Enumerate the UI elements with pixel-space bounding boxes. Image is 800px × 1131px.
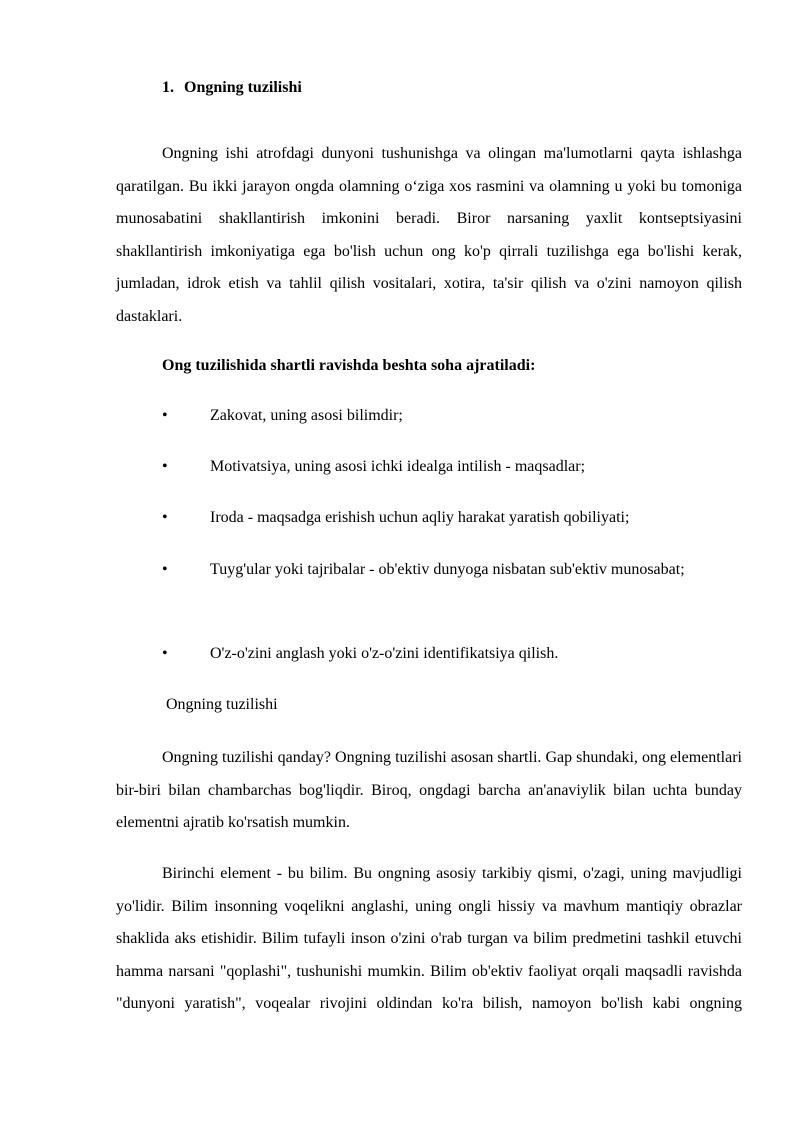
intro-paragraph: Ongning ishi atrofdagi dunyoni tushunishga va olingan ma'lumotlarni qayta ishlashga qaratilgan. Bu ikki jarayon ongda olamning o‘ziga xos rasmini va olamning u yoki bu tomoniga munosabatini shakllantirish imkonini beradi. Biror narsaning yaxlit kontseptsiyasini shakllantirish imkoniyatiga ega bo'lish uchun ong ko'p qirrali tuzilishga ega bo'lishi kerak, jumladan, idrok etish va tahlil qilish vositalari, xotira, ta'sir qilish va o'zini namoyon qilish dastaklari. <box>116 145 742 325</box>
list-item <box>116 502 742 535</box>
bullet-icon: • <box>162 561 168 578</box>
knowledge-paragraph: Birinchi element - bu bilim. Bu ongning asosiy tarkibiy qismi, o'zagi, uning mavjudligi yo'lidir. Bilim insonning voqelikni anglashi, uning ongli hissiy va mavhum mantiqiy obrazlar shaklida aks etishidir. Bilim tufayli inson o'zini o'rab turgan va bilim predmetini tashkil etuvchi hamma narsani "qoplashi", tushunishi mumkin. Bilim ob'ektiv faoliyat orqali maqsadli ravishda "dunyoni yaratish", voqealar rivojini oldindan ko'ra bilish, namoyon bo'lish kabi ongning <box>116 865 742 1013</box>
list-item-text: O'z-o'zini anglash yoki o'z-o'zini identifikatsiya qilish. <box>210 645 559 662</box>
heading-number: 1. <box>162 79 174 96</box>
list-item-text: Zakovat, uning asosi bilimdir; <box>210 407 403 424</box>
list-item-text: Tuyg'ular yoki tajribalar - ob'ektiv dunyoga nisbatan sub'ektiv munosabat; <box>210 561 685 578</box>
section-label: Ongning tuzilishi <box>166 696 278 713</box>
bullet-icon: • <box>162 645 168 662</box>
list-item-text: Motivatsiya, uning asosi ichki idealga intilish - maqsadlar; <box>210 458 586 475</box>
subheading: Ong tuzilishida shartli ravishda beshta soha ajratiladi: <box>162 357 536 374</box>
bullet-icon: • <box>162 407 168 424</box>
structure-paragraph: Ongning tuzilishi qanday? Ongning tuzilishi asosan shartli. Gap shundaki, ong elementlari bir-biri bilan chambarchas bog'liqdir. Biroq, ongdagi barcha an'anaviylik bilan uchta bunday elementni ajratib ko'rsatish mumkin. <box>116 749 742 832</box>
bullet-icon: • <box>162 458 168 475</box>
heading-title: Ongning tuzilishi <box>184 79 302 96</box>
list-item <box>116 638 742 671</box>
section-heading <box>162 78 302 98</box>
bullet-icon: • <box>162 509 168 526</box>
list-item <box>116 451 742 484</box>
list-item <box>116 400 742 433</box>
list-item <box>116 554 742 587</box>
list-item-text: Iroda - maqsadga erishish uchun aqliy harakat yaratish qobiliyati; <box>210 509 630 526</box>
